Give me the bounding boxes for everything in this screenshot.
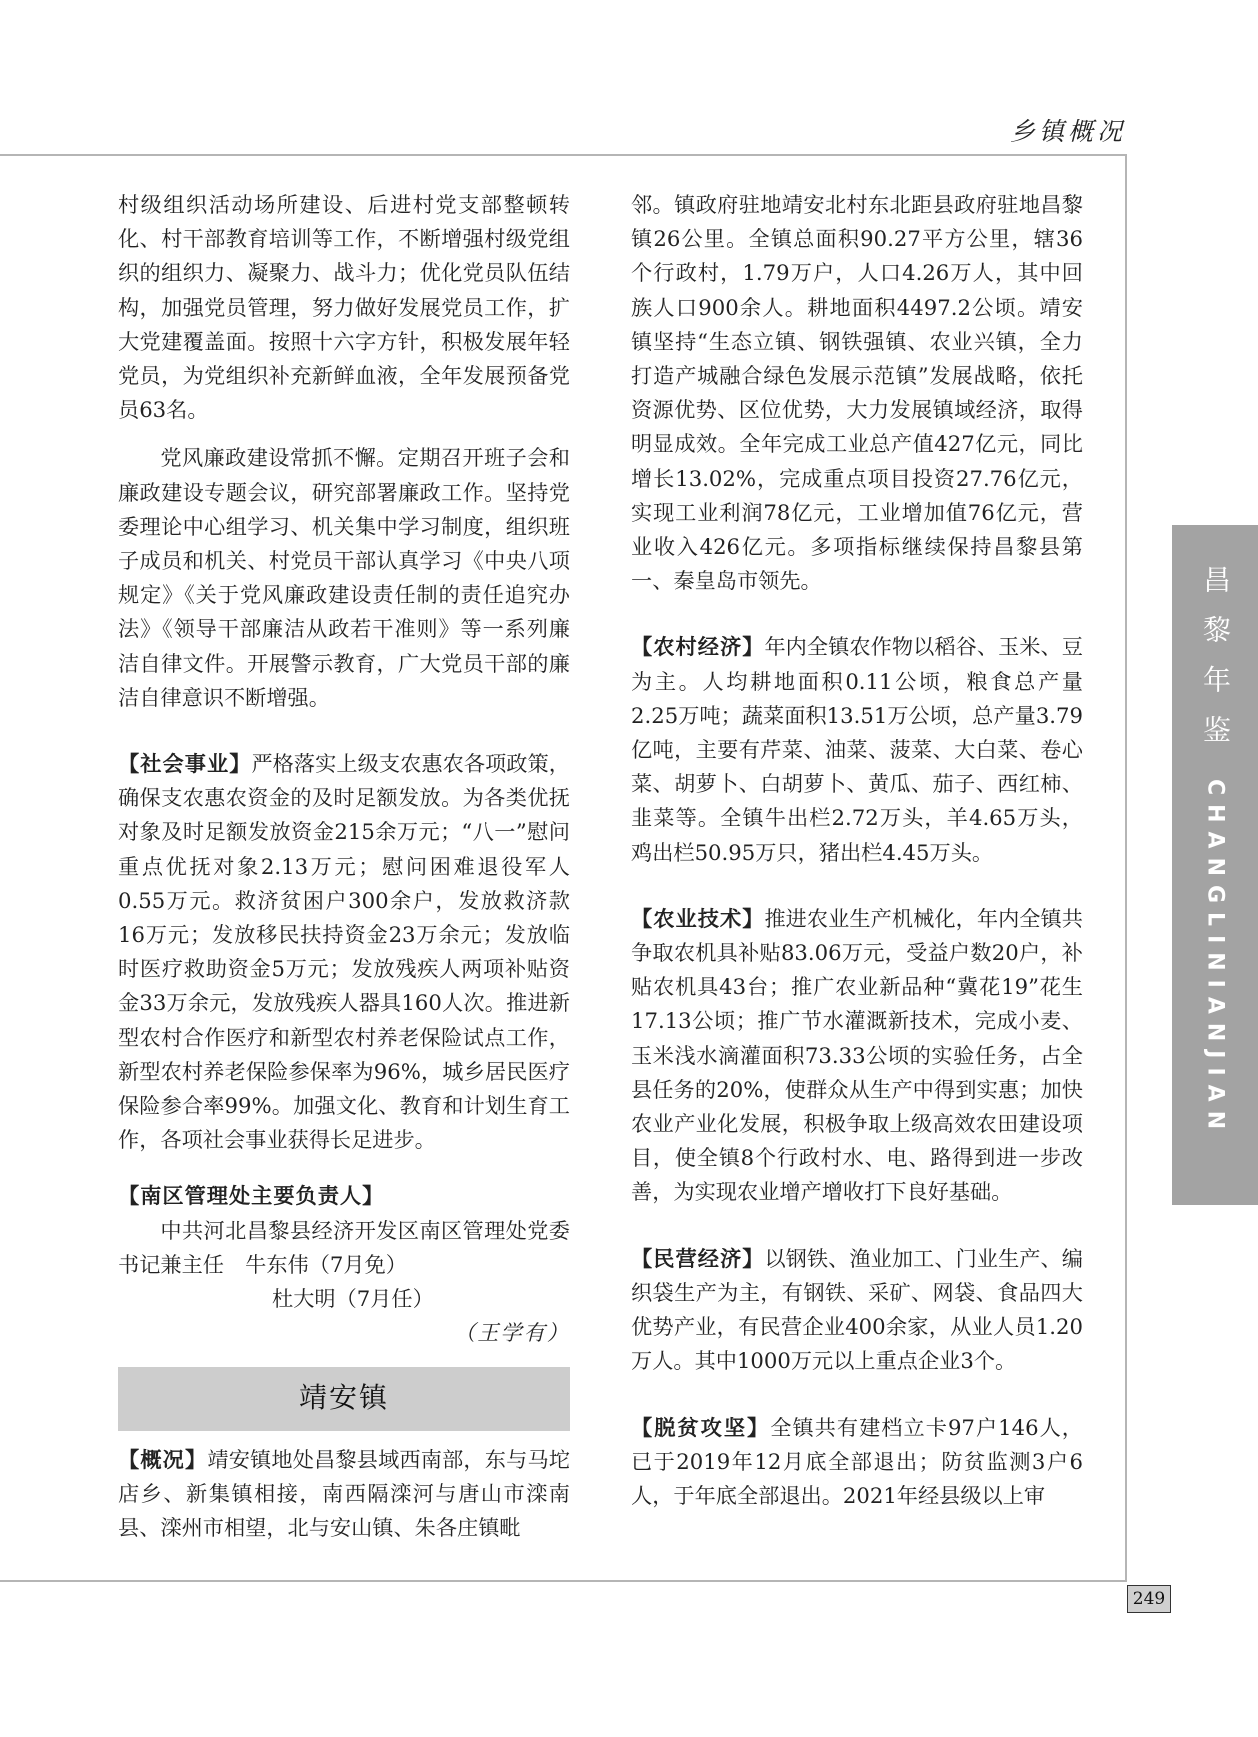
poverty-alleviation-text: 全镇共有建档立卡97户146人，已于2019年12月底全部退出；防贫监测3户6人，于年底全部退出。2021年经县级以上审 [631, 1414, 1083, 1508]
poverty-alleviation-title: 【脱贫攻坚】 [631, 1414, 771, 1440]
party-building-paragraph: 村级组织活动场所建设、后进村党支部整顿转化、村干部教育培训等工作，不断增强村级党组织的组织力、凝聚力、战斗力；优化党员队伍结构，加强党员管理，努力做好发展党员工作，扩大党建覆盖面。按照十六字方针，积极发展年轻党员，为党组织补充新鲜血液，全年发展预备党员63名。 [118, 192, 570, 423]
private-economy-title: 【民营经济】 [631, 1245, 765, 1271]
overview-title: 【概况】 [118, 1446, 208, 1472]
section-header-title: 乡镇概况 [1009, 117, 1126, 146]
overview-paragraph [118, 1443, 570, 1546]
overview-continued-paragraph: 邻。镇政府驻地靖安北村东北距县政府驻地昌黎镇26公里。全镇总面积90.27平方公里，辖36个行政村，1.79万户，人口4.26万人，其中回族人口900余人。耕地面积4497.2公顷。靖安镇坚持“生态立镇、钢铁强镇、农业兴镇，全力打造产城融合绿色发展示范镇”发展战略，依托资源优势、区位优势，大力发展镇域经济，取得明显成效。全年完成工业总产值427亿元，同比增长13.02%，完成重点项目投资27.76亿元，实现工业利润78亿元，工业增加值76亿元，营业收入426亿元。多项指标继续保持昌黎县第一、秦皇岛市领先。 [631, 192, 1083, 594]
overview-text: 靖安镇地处昌黎县域西南部，东与马坨店乡、新集镇相接，南西隔滦河与唐山市滦南县、滦州市相望，北与安山镇、朱各庄镇毗 [118, 1446, 570, 1540]
social-affairs-text: 严格落实上级支农惠农各项政策，确保支农惠农资金的及时足额发放。为各类优抚对象及时足额发放资金215余万元；“八一”慰问重点优抚对象2.13万元；慰问困难退役军人0.55万元。救济贫困户300余户，发放救济款16万元；发放移民扶持资金23万余元；发放临时医疗救助资金5万元；发放残疾人两项补贴资金33万余元，发放残疾人器具160人次。推进新型农村合作医疗和新型农村养老保险试点工作，新型农村养老保险参保率为96%，城乡居民医疗保险参合率99%。加强文化、教育和计划生育工作，各项社会事业获得长足进步。 [118, 751, 570, 1153]
agri-tech-text: 推进农业生产机械化，年内全镇共争取农机具补贴83.06万元，受益户数20户，补贴农机具43台；推广农业新品种“冀花19”花生17.13公顷；推广节水灌溉新技术，完成小麦、玉米浅水滴灌面积73.33公顷的实验任务，占全县任务的20%，使群众从生产中得到实惠；加快农业产业化发展，积极争取上级高效农田建设项目，使全镇8个行政村水、电、路得到进一步改善，为实现农业增产增收打下良好基础。 [631, 905, 1083, 1205]
leaders-line-2: 杜大明（7月任） [272, 1286, 434, 1312]
side-tab-chinese-title: 昌黎年鉴 [1199, 565, 1232, 765]
private-economy-text: 以钢铁、渔业加工、门业生产、编织袋生产为主，有钢铁、采矿、网袋、食品四大优势产业，有民营企业400余家，从业人员1.20万人。其中1000万元以上重点企业3个。 [631, 1245, 1083, 1374]
agri-tech-paragraph [631, 902, 1083, 1210]
leaders-line-1: 中共河北昌黎县经济开发区南区管理处党委书记兼主任 牛东伟（7月免） [118, 1217, 570, 1277]
town-title-box: 靖安镇 [118, 1367, 570, 1431]
author-signature: （王学有） [454, 1320, 570, 1346]
left-column [118, 188, 570, 1545]
social-affairs-title: 【社会事业】 [118, 751, 252, 777]
social-affairs-paragraph [118, 747, 570, 1157]
poverty-alleviation-paragraph [631, 1411, 1083, 1514]
rural-economy-text: 年内全镇农作物以稻谷、玉米、豆为主。人均耕地面积0.11公顷，粮食总产量2.25万吨；蔬菜面积13.51万公顷，总产量3.79亿吨，主要有芹菜、油菜、菠菜、大白菜、卷心菜、胡萝卜、白胡萝卜、黄瓜、茄子、西红柿、韭菜等。全镇牛出栏2.72万头，羊4.65万头，鸡出栏50.95万只，猪出栏4.45万头。 [631, 634, 1083, 865]
rural-economy-paragraph [631, 630, 1083, 869]
right-rule [1125, 154, 1127, 1582]
page-number: 249 [1127, 1585, 1171, 1613]
right-column [631, 188, 1083, 1513]
side-tab-english-title: CHANGLINIANJIAN [1202, 779, 1228, 1139]
bottom-rule [0, 1580, 1127, 1582]
agri-tech-title: 【农业技术】 [631, 905, 765, 931]
integrity-paragraph: 党风廉政建设常抓不懈。定期召开班子会和廉政建设专题会议，研究部署廉政工作。坚持党委理论中心组学习、机关集中学习制度，组织班子成员和机关、村党员干部认真学习《中央八项规定》《关于党风廉政建设责任制的责任追究办法》《领导干部廉洁从政若干准则》等一系列廉洁自律文件。开展警示教育，广大党员干部的廉洁自律意识不断增强。 [118, 445, 570, 710]
leaders-heading: 【南区管理处主要负责人】 [118, 1183, 385, 1209]
yearbook-side-tab [1172, 525, 1258, 1205]
private-economy-paragraph [631, 1242, 1083, 1379]
rural-economy-title: 【农村经济】 [631, 634, 765, 660]
top-rule [0, 154, 1127, 156]
